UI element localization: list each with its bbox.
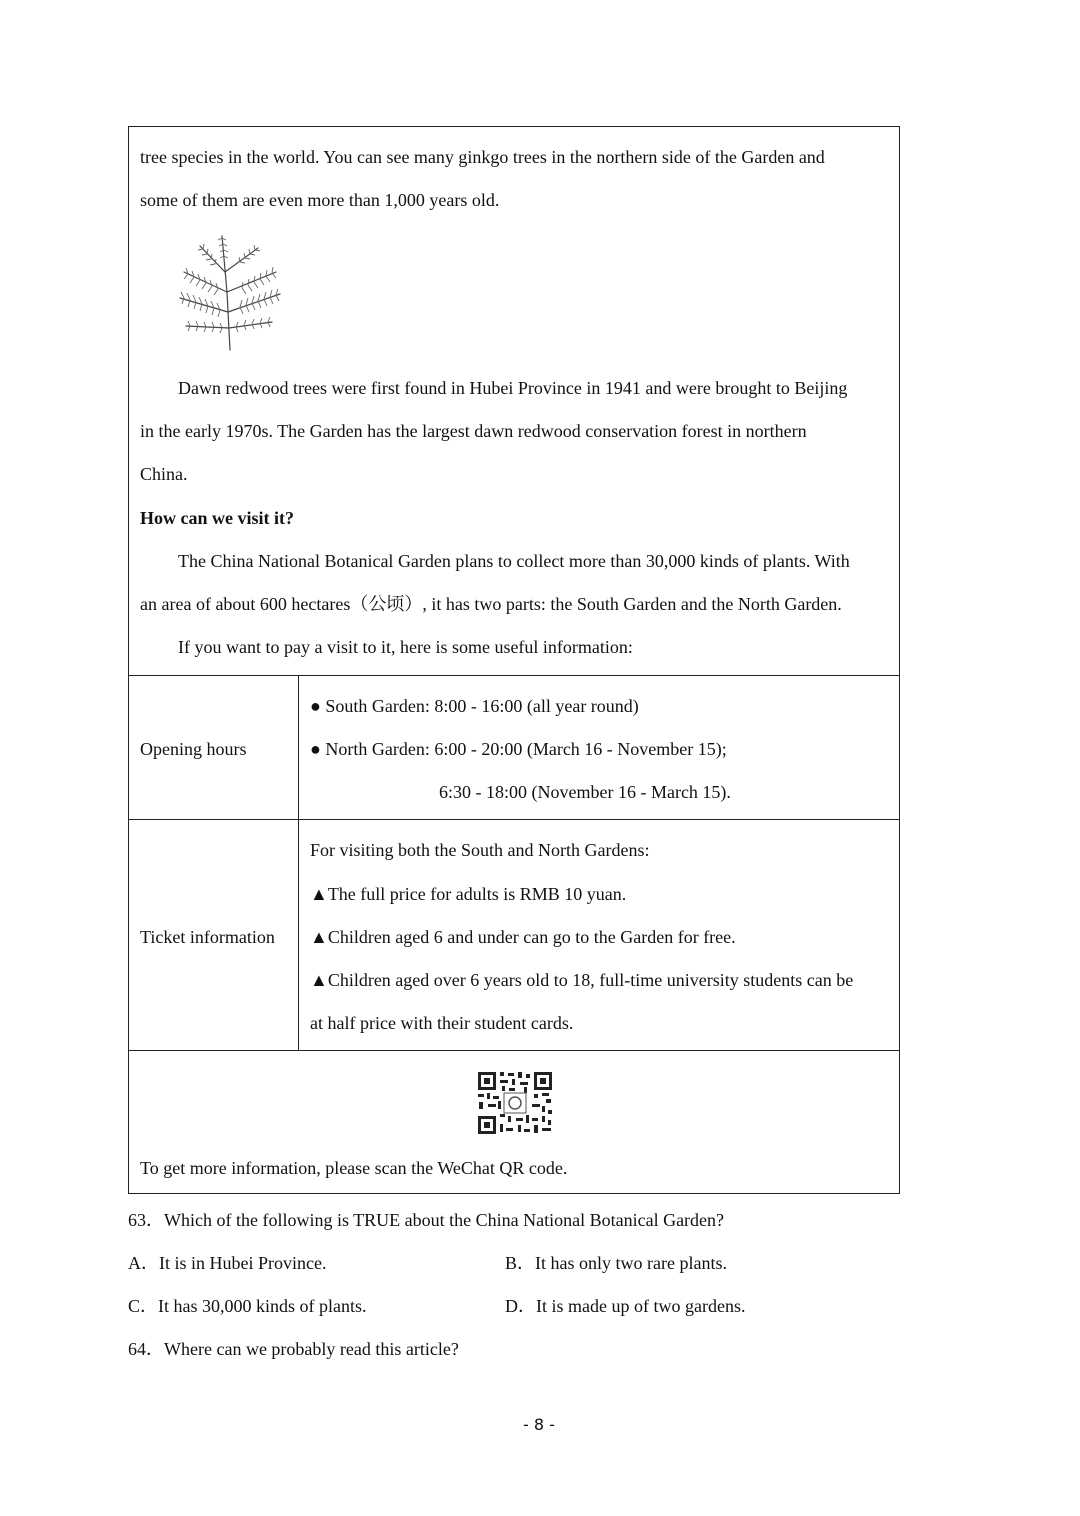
question-64: 64．Where can we probably read this article? [128,1339,459,1359]
ticket-info-label: Ticket information [140,927,275,947]
table-bottom-rule [128,1050,900,1051]
table-top-rule [128,675,900,676]
ticket-info-line: ▲Children aged 6 and under can go to the Garden for free. [310,927,736,947]
paragraph-line: If you want to pay a visit to it, here is some useful information: [178,637,633,657]
opening-hours-label: Opening hours [140,739,247,759]
opening-hours-south: ● South Garden: 8:00 - 16:00 (all year round) [310,696,639,716]
table-mid-rule [128,819,900,820]
paragraph-line: The China National Botanical Garden plans to collect more than 30,000 kinds of plants. With [178,551,850,571]
paragraph-line: in the early 1970s. The Garden has the largest dawn redwood conservation forest in northern [140,421,807,441]
option-63-c: C．It has 30,000 kinds of plants. [128,1296,367,1316]
option-63-a: A．It is in Hubei Province. [128,1253,327,1273]
ticket-info-line: ▲Children aged over 6 years old to 18, full-time university students can be [310,970,854,990]
page-number: - 8 - [523,1415,555,1434]
paragraph-line: China. [140,464,188,484]
opening-hours-north: ● North Garden: 6:00 - 20:00 (March 16 - November 15); [310,739,727,759]
wechat-qr-code [476,1070,554,1136]
paragraph-line: some of them are even more than 1,000 years old. [140,190,500,210]
ticket-info-line: ▲The full price for adults is RMB 10 yuan. [310,884,627,904]
opening-hours-north-winter: 6:30 - 18:00 (November 16 - March 15). [439,782,731,802]
question-63: 63．Which of the following is TRUE about the China National Botanical Garden? [128,1210,725,1230]
paragraph-line: Dawn redwood trees were first found in Hubei Province in 1941 and were brought to Beijing [178,378,848,398]
ticket-info-line: For visiting both the South and North Gardens: [310,840,650,860]
option-63-d: D．It is made up of two gardens. [505,1296,746,1316]
paragraph-line: an area of about 600 hectares（公顷）, it has two parts: the South Garden and the North Garden. [140,594,842,614]
qr-caption: To get more information, please scan the WeChat QR code. [140,1158,568,1178]
dawn-redwood-illustration [172,232,287,354]
ticket-info-line: at half price with their student cards. [310,1013,574,1033]
table-column-rule [298,675,299,1051]
section-heading: How can we visit it? [140,508,294,528]
paragraph-line: tree species in the world. You can see many ginkgo trees in the northern side of the Garden and [140,147,825,167]
option-63-b: B．It has only two rare plants. [505,1253,727,1273]
